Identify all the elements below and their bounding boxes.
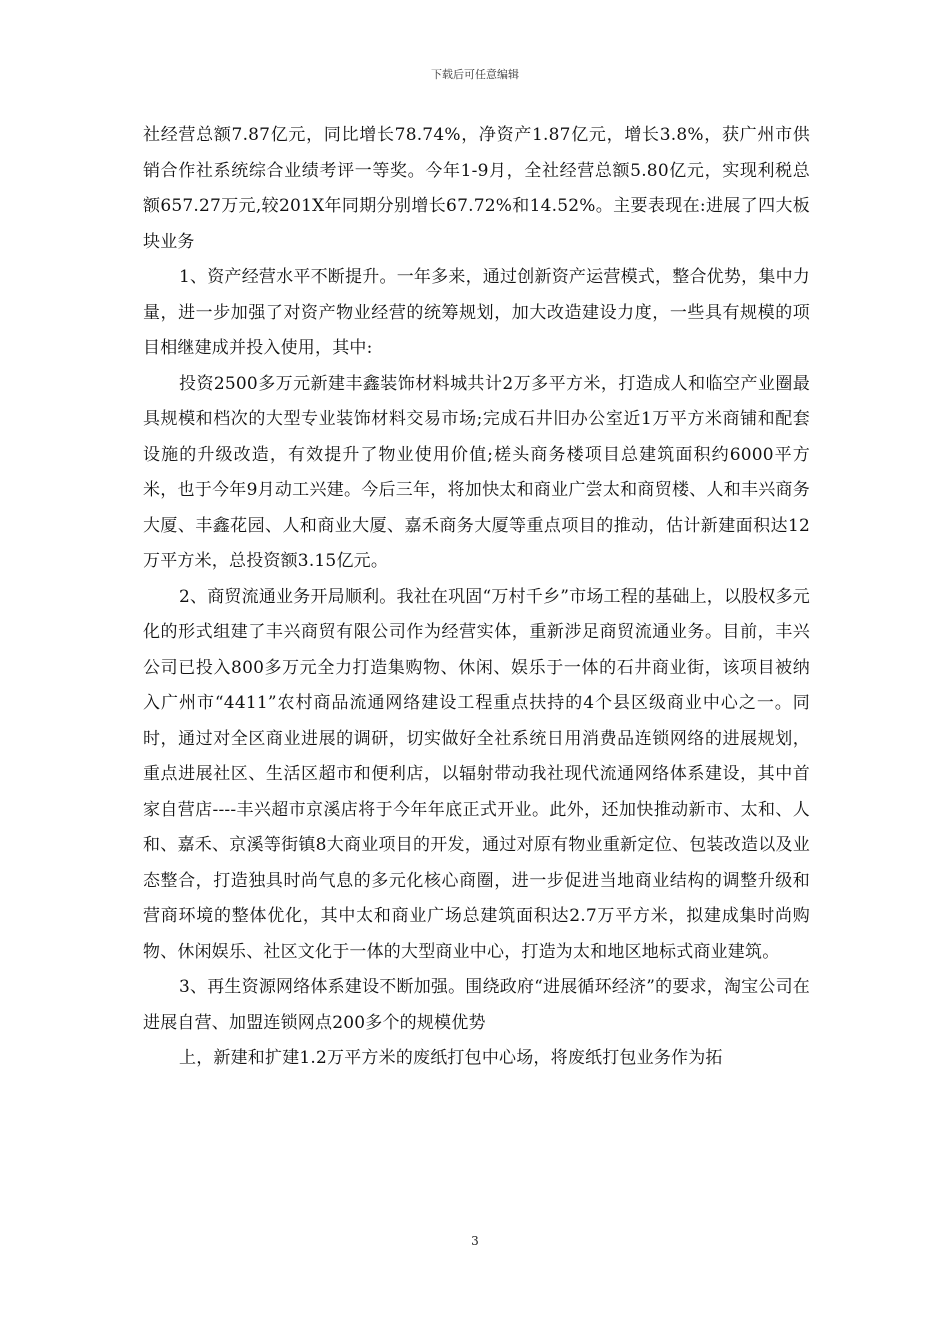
paragraph-commerce: 2、商贸流通业务开局顺利。我社在巩固“万村千乡”市场工程的基础上，以股权多元化的形式组建了丰兴商贸有限公司作为经营实体，重新涉足商贸流通业务。目前，丰兴公司已投入800多万元全力打造集购物、休闲、娱乐于一体的石井商业街，该项目被纳入广州市“4411”农村商品流通网络建设工程重点扶持的4个县区级商业中心之一。同时，通过对全区商业进展的调研，切实做好全社系统日用消费品连锁网络的进展规划，重点进展社区、生活区超市和便利店，以辐射带动我社现代流通网络体系建设，其中首家自营店----丰兴超市京溪店将于今年年底正式开业。此外，还加快推动新市、太和、人和、嘉禾、京溪等街镇8大商业项目的开发，通过对原有物业重新定位、包装改造以及业态整合，打造独具时尚气息的多元化核心商圈，进一步促进当地商业结构的调整升级和营商环境的整体优化，其中太和商业广场总建筑面积达2.7万平方米，拟建成集时尚购物、休闲娱乐、社区文化于一体的大型商业中心，打造为太和地区地标式商业建筑。 [143, 586, 810, 962]
page-number: 3 [471, 1234, 479, 1248]
paragraph-asset-operation: 1、资产经营水平不断提升。一年多来，通过创新资产运营模式，整合优势，集中力量，进一步加强了对资产物业经营的统筹规划，加大改造建设力度，一些具有规模的项目相继建成并投入使用，其中: [143, 267, 810, 358]
document-body [143, 118, 810, 1077]
header-note: 下载后可任意编辑 [431, 68, 519, 81]
paragraph-recycling: 3、再生资源网络体系建设不断加强。围绕政府“进展循环经济”的要求，淘宝公司在进展自营、加盟连锁网点200多个的规模优势 [143, 977, 810, 1033]
paragraph-investment: 投资2500多万元新建丰鑫装饰材料城共计2万多平方米，打造成人和临空产业圈最具规模和档次的大型专业装饰材料交易市场;完成石井旧办公室近1万平方米商铺和配套设施的升级改造，有效提升了物业使用价值;槎头商务楼项目总建筑面积约6000平方米，也于今年9月动工兴建。今后三年，将加快太和商业广尝太和商贸楼、人和丰兴商务大厦、丰鑫花园、人和商业大厦、嘉禾商务大厦等重点项目的推动，估计新建面积达12万平方米，总投资额3.15亿元。 [143, 373, 810, 571]
paragraph-recycling-continued: 上，新建和扩建1.2万平方米的废纸打包中心场，将废纸打包业务作为拓 [179, 1048, 723, 1068]
paragraph-continuation: 社经营总额7.87亿元，同比增长78.74%，净资产1.87亿元，增长3.8%，获广州市供销合作社系统综合业绩考评一等奖。今年1-9月，全社经营总额5.80亿元，实现利税总额657.27万元,较201X年同期分别增长67.72%和14.52%。主要表现在:进展了四大板块业务 [143, 125, 810, 252]
